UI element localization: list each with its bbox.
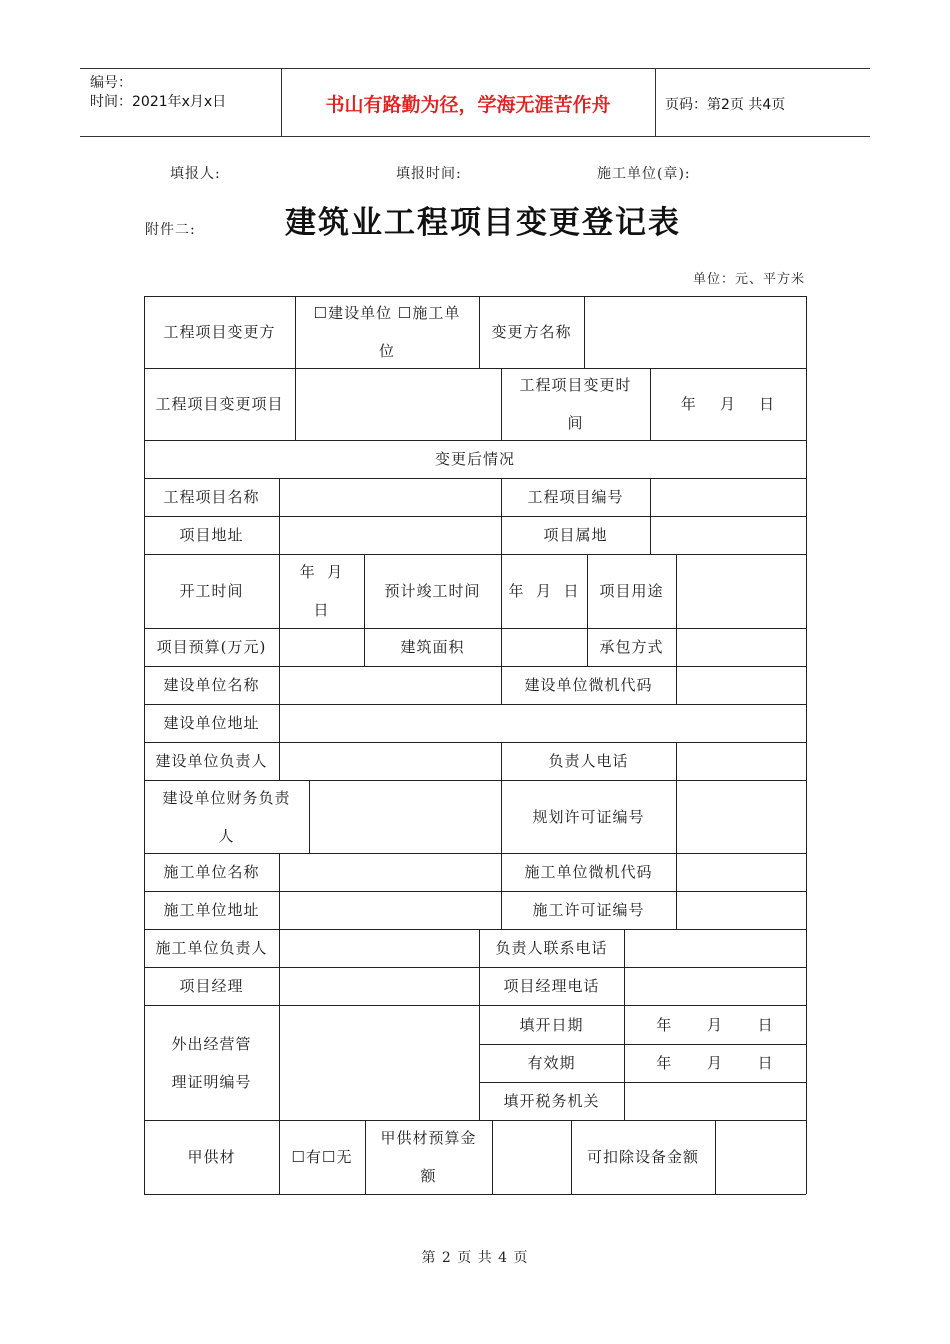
label-developer-address: 建设单位地址 (163, 714, 260, 732)
header-divider-left (281, 68, 282, 136)
developer-address-field[interactable] (279, 704, 806, 742)
label-contractor-name: 施工单位名称 (163, 863, 260, 881)
project-location-field[interactable] (650, 516, 806, 554)
contract-method-field[interactable] (676, 628, 806, 666)
label-contractor-head: 施工单位负责人 (155, 939, 268, 957)
label-planning-permit-number: 规划许可证编号 (532, 807, 645, 826)
label-project-address: 项目地址 (179, 526, 244, 544)
project-budget-field[interactable] (279, 628, 364, 666)
construction-unit-seal-label: 施工单位(章): (597, 166, 691, 182)
label-expected-completion: 预计竣工时间 (384, 582, 481, 600)
developer-name-field[interactable] (279, 666, 501, 704)
header-top-rule (80, 68, 870, 69)
label-developer-finance-head: 建设单位财务负责 人 (162, 788, 291, 845)
label-project-location: 项目属地 (543, 526, 608, 544)
planning-permit-number-field[interactable] (676, 780, 806, 853)
label-project-manager: 项目经理 (179, 977, 244, 995)
contractor-head-field[interactable] (279, 929, 479, 967)
form-title: 建筑业工程项目变更登记表 (285, 205, 681, 241)
label-head-phone: 负责人电话 (548, 752, 629, 770)
change-time-field[interactable]: 年 月 日 (680, 395, 776, 413)
label-issuing-tax-office: 填开税务机关 (503, 1092, 600, 1110)
page-footer: 第 2 页 共 4 页 (421, 1250, 529, 1266)
fill-time-label: 填报时间: (396, 166, 462, 182)
project-purpose-field[interactable] (676, 554, 806, 628)
validity-period-field[interactable]: 年 月 日 (656, 1054, 774, 1072)
project-name-field[interactable] (279, 478, 501, 516)
label-owner-material-budget: 甲供材预算金 额 (380, 1129, 477, 1185)
page-indicator: 页码：第2页 共4页 (665, 97, 786, 113)
developer-finance-head-field[interactable] (309, 780, 501, 853)
label-start-time: 开工时间 (179, 582, 244, 600)
label-building-area: 建筑面积 (400, 638, 465, 656)
change-party-checkbox-group[interactable] (295, 296, 479, 368)
label-change-party-name: 变更方名称 (491, 323, 572, 341)
owner-material-budget-field[interactable] (492, 1120, 571, 1194)
change-party-name-field[interactable] (584, 296, 806, 368)
label-project-budget: 项目预算(万元) (156, 638, 267, 656)
change-party-options-wrap: 位 (378, 342, 395, 360)
label-contractor-address: 施工单位地址 (163, 901, 260, 919)
doc-time-label: 时间：2021年x月x日 (90, 94, 227, 110)
contractor-computer-code-field[interactable] (676, 853, 806, 891)
label-project-manager-phone: 项目经理电话 (503, 977, 600, 995)
attachment-label: 附件二: (145, 222, 196, 238)
label-owner-supplied-material: 甲供材 (187, 1148, 236, 1166)
label-contract-method: 承包方式 (599, 638, 664, 656)
change-item-field[interactable] (295, 368, 501, 440)
developer-computer-code-field[interactable] (676, 666, 806, 704)
table-border-bottom (144, 1194, 806, 1195)
issuing-tax-office-field[interactable] (624, 1082, 806, 1120)
label-change-party: 工程项目变更方 (163, 323, 276, 341)
construction-permit-number-field[interactable] (676, 891, 806, 929)
project-number-field[interactable] (650, 478, 806, 516)
label-developer-head: 建设单位负责人 (155, 752, 268, 770)
head-contact-phone-field[interactable] (624, 929, 806, 967)
label-issue-date: 填开日期 (519, 1015, 584, 1034)
label-outbound-management-cert: 外出经营管 理证明编号 (171, 1034, 252, 1091)
filler-label: 填报人: (170, 166, 221, 182)
project-address-field[interactable] (279, 516, 501, 554)
doc-code-label: 编号： (90, 75, 132, 91)
deductible-equipment-amount-field[interactable] (715, 1120, 806, 1194)
owner-supplied-material-checkbox[interactable]: ☐有☐无 (291, 1148, 353, 1166)
developer-head-field[interactable] (279, 742, 501, 780)
label-deductible-equipment-amount: 可扣除设备金额 (586, 1148, 699, 1166)
label-project-purpose: 项目用途 (599, 582, 664, 600)
label-project-name: 工程项目名称 (163, 488, 260, 506)
building-area-field[interactable] (501, 628, 587, 666)
change-party-options: ☐建设单位 ☐施工单 (313, 304, 461, 322)
expected-completion-field[interactable]: 年 月 日 (508, 582, 580, 600)
section-after-change: 变更后情况 (434, 450, 515, 468)
project-manager-field[interactable] (279, 967, 479, 1005)
outbound-management-cert-field[interactable] (279, 1005, 479, 1120)
label-project-number: 工程项目编号 (527, 488, 624, 506)
label-developer-name: 建设单位名称 (163, 676, 260, 694)
header-divider-right (655, 68, 656, 136)
table-border-right (806, 296, 807, 1194)
contractor-address-field[interactable] (279, 891, 501, 929)
label-developer-computer-code: 建设单位微机代码 (524, 676, 653, 694)
start-time-field[interactable]: 年 月 日 (299, 563, 344, 619)
head-phone-field[interactable] (676, 742, 806, 780)
unit-label: 单位：元、平方米 (693, 272, 806, 287)
label-validity-period: 有效期 (527, 1054, 576, 1072)
label-construction-permit-number: 施工许可证编号 (532, 901, 645, 919)
issue-date-field[interactable]: 年 月 日 (656, 1015, 774, 1034)
label-change-item: 工程项目变更项目 (155, 395, 284, 413)
header-motto: 书山有路勤为径，学海无涯苦作舟 (325, 94, 611, 116)
project-manager-phone-field[interactable] (624, 967, 806, 1005)
header-bottom-rule (80, 136, 870, 137)
contractor-name-field[interactable] (279, 853, 501, 891)
label-contractor-computer-code: 施工单位微机代码 (524, 863, 653, 881)
label-head-contact-phone: 负责人联系电话 (495, 939, 608, 957)
label-change-time: 工程项目变更时 间 (519, 376, 632, 432)
